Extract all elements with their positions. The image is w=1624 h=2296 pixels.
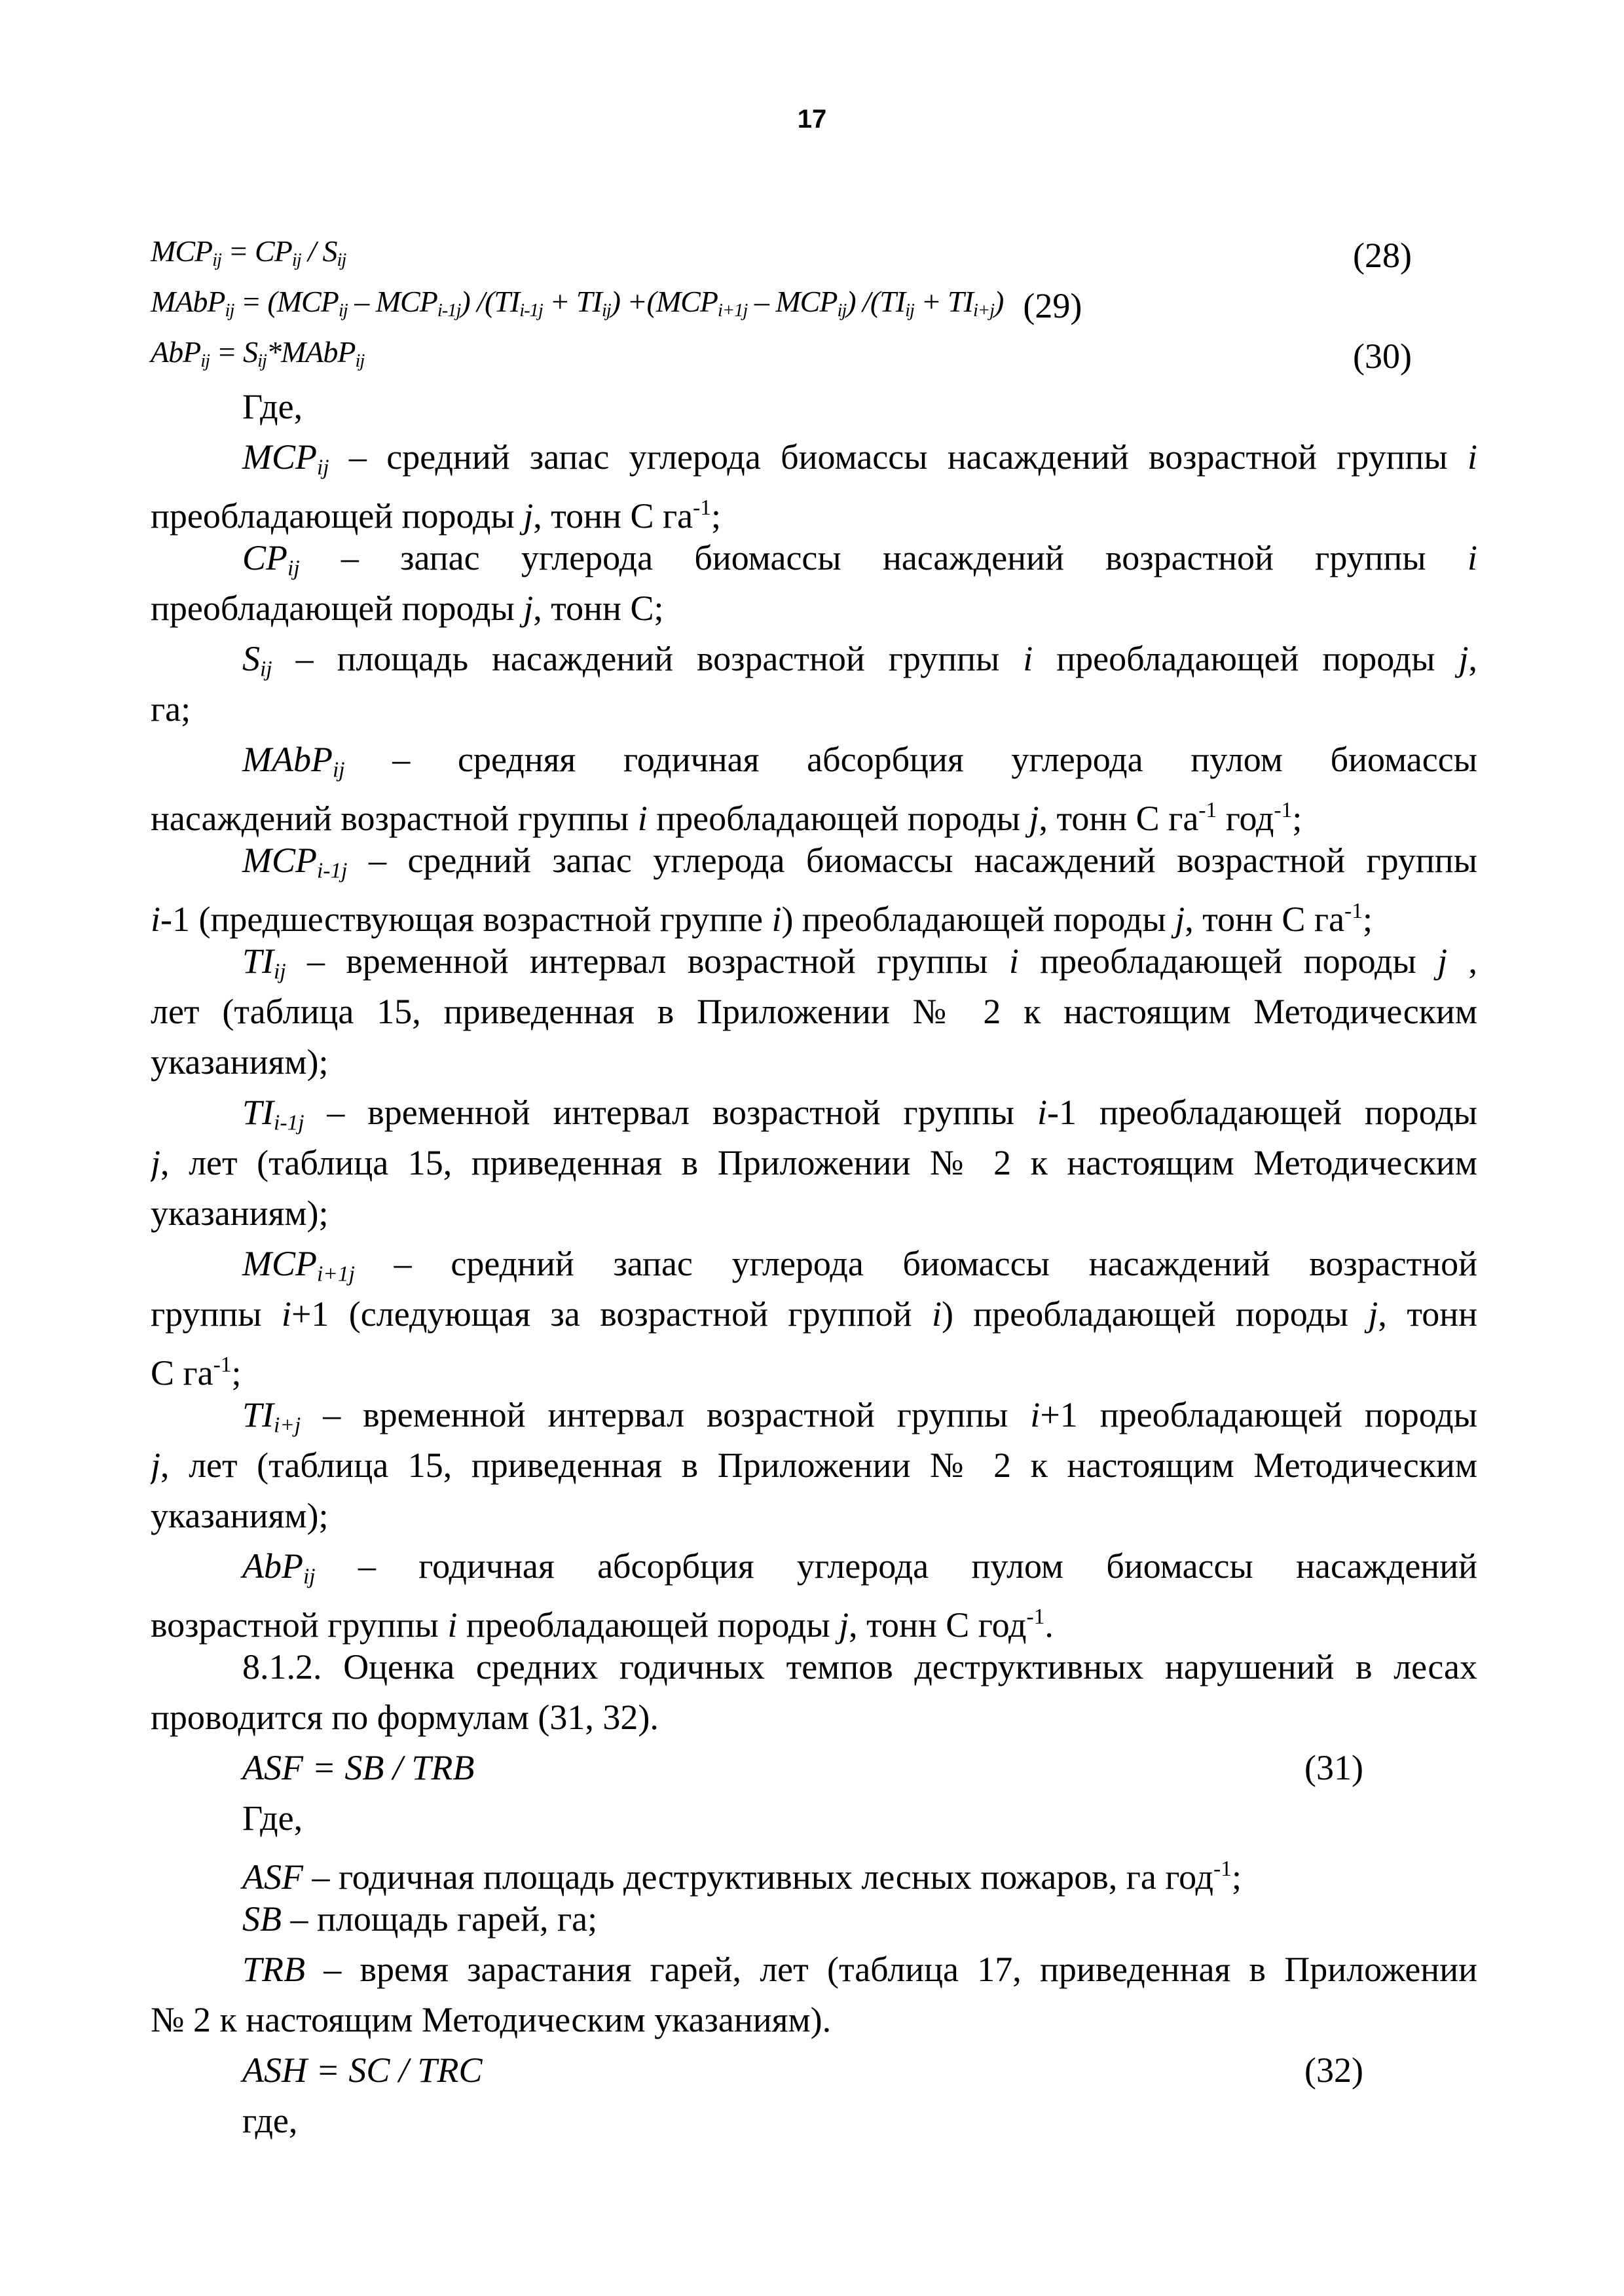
text-run: – временной интервал возрастной группы	[286, 941, 1009, 981]
text-run: , тонн С га	[1039, 799, 1199, 839]
text-run: =	[221, 234, 255, 268]
formula-expression	[151, 327, 364, 386]
paragraph	[151, 1894, 1477, 1944]
text-line	[151, 785, 1477, 839]
text-run: возрастной группы	[151, 1605, 448, 1645]
text-run: , тонн С га	[533, 496, 693, 536]
text-run: TI	[242, 1093, 274, 1132]
text-line	[151, 1289, 1477, 1339]
subscript: ij	[355, 351, 365, 372]
text-line	[151, 1339, 1477, 1393]
text-line	[151, 1692, 1477, 1743]
superscript: -1	[1198, 798, 1217, 822]
paragraph	[151, 634, 1477, 735]
text-run: Где,	[242, 387, 303, 426]
text-run: -1 (предшествующая возрастной группе	[160, 900, 772, 939]
text-line	[151, 583, 1477, 634]
text-run: S	[242, 639, 260, 678]
formula-32	[151, 2045, 1477, 2096]
text-run: MAbP	[151, 284, 225, 318]
subscript: ij	[332, 757, 345, 782]
formula-expression	[151, 2045, 482, 2096]
text-run: ;	[1292, 799, 1302, 839]
text-run: ) преобладающей породы	[781, 900, 1175, 939]
subscript: ij	[274, 959, 286, 984]
subscript: i+j	[972, 301, 995, 321]
subscript: i-1j	[519, 301, 543, 321]
text-run: i	[447, 1605, 458, 1645]
text-run: – средняя годичная абсорбция углерода пулом биомассы	[344, 740, 1477, 779]
subscript: ij	[837, 301, 847, 321]
subscript: ij	[257, 351, 267, 372]
text-line	[151, 987, 1477, 1037]
text-run: TI	[494, 284, 520, 318]
text-run: преобладающей породы	[1018, 941, 1438, 981]
formula-number: (30)	[1353, 337, 1412, 376]
text-run: AbP	[151, 335, 201, 369]
text-run: j	[1368, 1294, 1378, 1334]
text-line	[151, 1188, 1477, 1239]
text-line	[151, 735, 1477, 785]
text-run: CP	[242, 538, 288, 577]
paragraph	[151, 1087, 1477, 1239]
text-run: *	[266, 335, 281, 369]
text-run: /	[301, 234, 323, 268]
text-run: TI	[576, 284, 602, 318]
formula-number: (32)	[1304, 2050, 1363, 2090]
text-run: S	[322, 234, 337, 268]
text-line	[151, 533, 1477, 583]
text-run: – запас углерода биомассы насаждений возрастной группы	[299, 538, 1467, 577]
text-line	[151, 1592, 1477, 1645]
text-line	[151, 936, 1477, 987]
text-run: ;	[710, 496, 721, 536]
text-run: ASF	[242, 1857, 303, 1897]
text-run: S	[243, 335, 258, 369]
subscript: ij	[260, 657, 272, 682]
subscript: ij	[601, 301, 611, 321]
text-run: i	[1008, 941, 1019, 981]
text-run: – средний запас углерода биомассы насаждений возрастной группы	[329, 437, 1467, 477]
subscript: ij	[337, 250, 346, 271]
paragraph	[151, 1642, 1477, 1743]
subscript: i-1j	[437, 301, 461, 321]
formula-31	[151, 1743, 1477, 1793]
text-run: указаниям);	[151, 1042, 329, 1082]
page-number: 17	[797, 105, 827, 134]
subscript: i-1j	[317, 858, 348, 883]
text-run: j	[523, 589, 534, 628]
text-run: га;	[151, 689, 191, 729]
text-run: – годичная абсорбция углерода пулом биомассы насаждений	[315, 1546, 1477, 1586]
text-line	[151, 1793, 1477, 1844]
text-run: +	[913, 284, 948, 318]
text-run: i	[931, 1294, 942, 1334]
text-run: j	[1458, 639, 1469, 678]
paragraph	[151, 2096, 1477, 2146]
text-run: С га	[151, 1353, 213, 1393]
text-run: № 2 к настоящим Методическим указаниям).	[151, 2000, 832, 2039]
paragraph	[151, 936, 1477, 1087]
text-line	[151, 684, 1477, 735]
paragraph	[151, 1944, 1477, 2045]
text-run: указаниям);	[151, 1496, 329, 1535]
text-run: MCP	[151, 234, 213, 268]
text-run: ;	[1362, 900, 1373, 939]
text-run: преобладающей породы	[151, 589, 524, 628]
text-run: – время зарастания гарей, лет (таблица 17, приведенная в Приложении	[305, 1950, 1477, 1989]
text-run: +	[542, 284, 576, 318]
text-run: i	[1023, 639, 1033, 678]
paragraph	[151, 1390, 1477, 1541]
text-run: j	[1437, 941, 1448, 981]
text-run: i	[151, 900, 161, 939]
text-run: ) /(	[846, 284, 880, 318]
text-run: ;	[231, 1353, 242, 1393]
text-line	[151, 382, 1477, 432]
text-run: преобладающей породы	[151, 496, 524, 536]
text-run: ) +(	[610, 284, 656, 318]
text-run: MAbP	[242, 740, 333, 779]
paragraph	[151, 382, 1477, 432]
text-run: i	[1467, 437, 1477, 477]
text-line	[151, 886, 1477, 939]
subscript: ij	[905, 301, 914, 321]
text-run: – средний запас углерода биомассы насаждений возрастной	[354, 1244, 1477, 1283]
text-run: ,	[1447, 941, 1477, 981]
superscript: -1	[1213, 1857, 1232, 1881]
text-run: -1 преобладающей породы	[1046, 1093, 1477, 1132]
text-run: ) /(	[460, 284, 494, 318]
text-run: TI	[242, 1395, 274, 1434]
text-run: –	[747, 284, 776, 318]
formula-28	[151, 230, 1477, 281]
text-run: MCP	[242, 841, 317, 880]
text-run: i	[771, 900, 782, 939]
text-run: ) преобладающей породы	[941, 1294, 1369, 1334]
formula-expression	[151, 1743, 474, 1793]
text-run: – временной интервал возрастной группы	[304, 1093, 1037, 1132]
text-run: Где,	[242, 1798, 303, 1838]
formula-number: (29)	[1023, 286, 1082, 325]
subscript: ij	[291, 250, 301, 271]
text-run: MCP	[242, 1244, 317, 1283]
text-line	[151, 432, 1477, 483]
text-run: TI	[242, 941, 274, 981]
text-run: j	[1029, 799, 1039, 839]
text-run: – средний запас углерода биомассы насаждений возрастной группы	[347, 841, 1477, 880]
subscript: i+1j	[317, 1262, 355, 1286]
formula-number: (31)	[1304, 1748, 1363, 1787]
paragraph	[151, 432, 1477, 536]
text-run: , тонн С;	[533, 589, 664, 628]
text-run: MCP	[242, 437, 317, 477]
document-body	[151, 230, 1477, 2146]
subscript: i-1j	[274, 1110, 304, 1135]
text-run: +1 (следующая за возрастной группой	[291, 1294, 932, 1334]
text-run: лет (таблица 15, приведенная в Приложении № 2 к настоящим Методическим	[151, 992, 1477, 1031]
superscript: -1	[1026, 1605, 1045, 1629]
paragraph	[151, 1541, 1477, 1645]
text-run: =	[210, 335, 244, 369]
text-run: преобладающей породы	[1033, 639, 1459, 678]
text-line	[151, 483, 1477, 536]
subscript: ij	[338, 301, 348, 321]
text-run: насаждений возрастной группы	[151, 799, 638, 839]
superscript: -1	[1344, 899, 1363, 923]
text-run: i	[1037, 1093, 1047, 1132]
text-run: = (	[234, 284, 277, 318]
text-line	[151, 1491, 1477, 1541]
text-run: ;	[1231, 1857, 1242, 1897]
text-run: ASF = SB / TRB	[242, 1748, 475, 1787]
text-run: .	[1044, 1605, 1054, 1645]
text-run: j	[151, 1143, 161, 1182]
paragraph	[151, 1844, 1477, 1897]
text-line	[151, 634, 1477, 684]
text-line	[151, 835, 1477, 886]
subscript: ij	[317, 455, 329, 480]
text-run: – площадь насаждений возрастной группы	[272, 639, 1024, 678]
paragraph	[151, 735, 1477, 839]
paragraph	[151, 835, 1477, 939]
text-run: MCP	[775, 284, 838, 318]
text-run: MCP	[655, 284, 718, 318]
text-run: TRB	[242, 1950, 306, 1989]
text-run: 8.1.2. Оценка средних годичных темпов деструктивных нарушений в лесах	[242, 1647, 1477, 1686]
text-run: , тонн С год	[849, 1605, 1027, 1645]
text-run: CP	[255, 234, 292, 268]
formula-29	[151, 281, 1477, 331]
formula-number: (28)	[1353, 236, 1412, 275]
paragraph	[151, 1793, 1477, 1844]
text-run: , лет (таблица 15, приведенная в Приложении № 2 к настоящим Методическим	[160, 1143, 1477, 1182]
subscript: ij	[225, 301, 234, 321]
text-run: MCP	[276, 284, 339, 318]
text-run: j	[523, 496, 534, 536]
subscript: ij	[200, 351, 210, 372]
text-run: i	[637, 799, 648, 839]
text-run: где,	[242, 2101, 298, 2140]
text-line	[151, 2096, 1477, 2146]
text-run: j	[1175, 900, 1185, 939]
text-run: – площадь гарей, га;	[282, 1899, 598, 1939]
text-run: ASH = SC / TRC	[242, 2050, 483, 2090]
subscript: i+1j	[717, 301, 748, 321]
text-run: указаниям);	[151, 1194, 329, 1233]
text-line	[151, 1138, 1477, 1188]
text-run: – временной интервал возрастной группы	[301, 1395, 1031, 1434]
text-run: +1 преобладающей породы	[1040, 1395, 1477, 1434]
text-run: i	[1467, 538, 1477, 577]
text-run: ,	[1468, 639, 1477, 678]
text-line	[151, 1239, 1477, 1289]
text-line	[151, 1995, 1477, 2045]
text-run: год	[1217, 799, 1274, 839]
text-run: j	[151, 1446, 161, 1485]
text-run: преобладающей породы	[457, 1605, 840, 1645]
formula-30	[151, 331, 1477, 382]
text-line	[151, 1087, 1477, 1138]
text-run: i	[281, 1294, 291, 1334]
text-run: , тонн С га	[1185, 900, 1345, 939]
text-run: группы	[151, 1294, 282, 1334]
subscript: ij	[287, 556, 300, 581]
subscript: ij	[212, 250, 221, 271]
text-run: TI	[948, 284, 973, 318]
text-line	[151, 1037, 1477, 1087]
superscript: -1	[693, 496, 711, 520]
text-line	[151, 1642, 1477, 1692]
text-run: –	[347, 284, 376, 318]
text-run: TI	[879, 284, 906, 318]
text-run: MAbP	[280, 335, 356, 369]
text-run: i	[1030, 1395, 1041, 1434]
text-run: AbP	[242, 1546, 303, 1586]
paragraph	[151, 533, 1477, 634]
text-line	[151, 1390, 1477, 1440]
text-run: j	[839, 1605, 849, 1645]
text-run: )	[994, 284, 1004, 318]
superscript: -1	[1274, 798, 1293, 822]
superscript: -1	[213, 1353, 232, 1377]
text-line	[151, 1944, 1477, 1995]
text-run: , лет (таблица 15, приведенная в Приложении № 2 к настоящим Методическим	[160, 1446, 1477, 1485]
paragraph	[151, 1239, 1477, 1393]
text-line	[151, 1440, 1477, 1491]
text-run: преобладающей породы	[647, 799, 1029, 839]
text-line	[151, 1894, 1477, 1944]
text-line	[151, 1541, 1477, 1592]
text-run: MCP	[375, 284, 437, 318]
text-line	[151, 1844, 1477, 1897]
text-run: , тонн	[1378, 1294, 1477, 1334]
text-run: проводится по формулам (31, 32).	[151, 1698, 659, 1737]
subscript: ij	[303, 1564, 316, 1589]
text-run: SB	[242, 1899, 282, 1939]
text-run: – годичная площадь деструктивных лесных пожаров, га год	[303, 1857, 1214, 1897]
subscript: i+j	[274, 1413, 301, 1438]
